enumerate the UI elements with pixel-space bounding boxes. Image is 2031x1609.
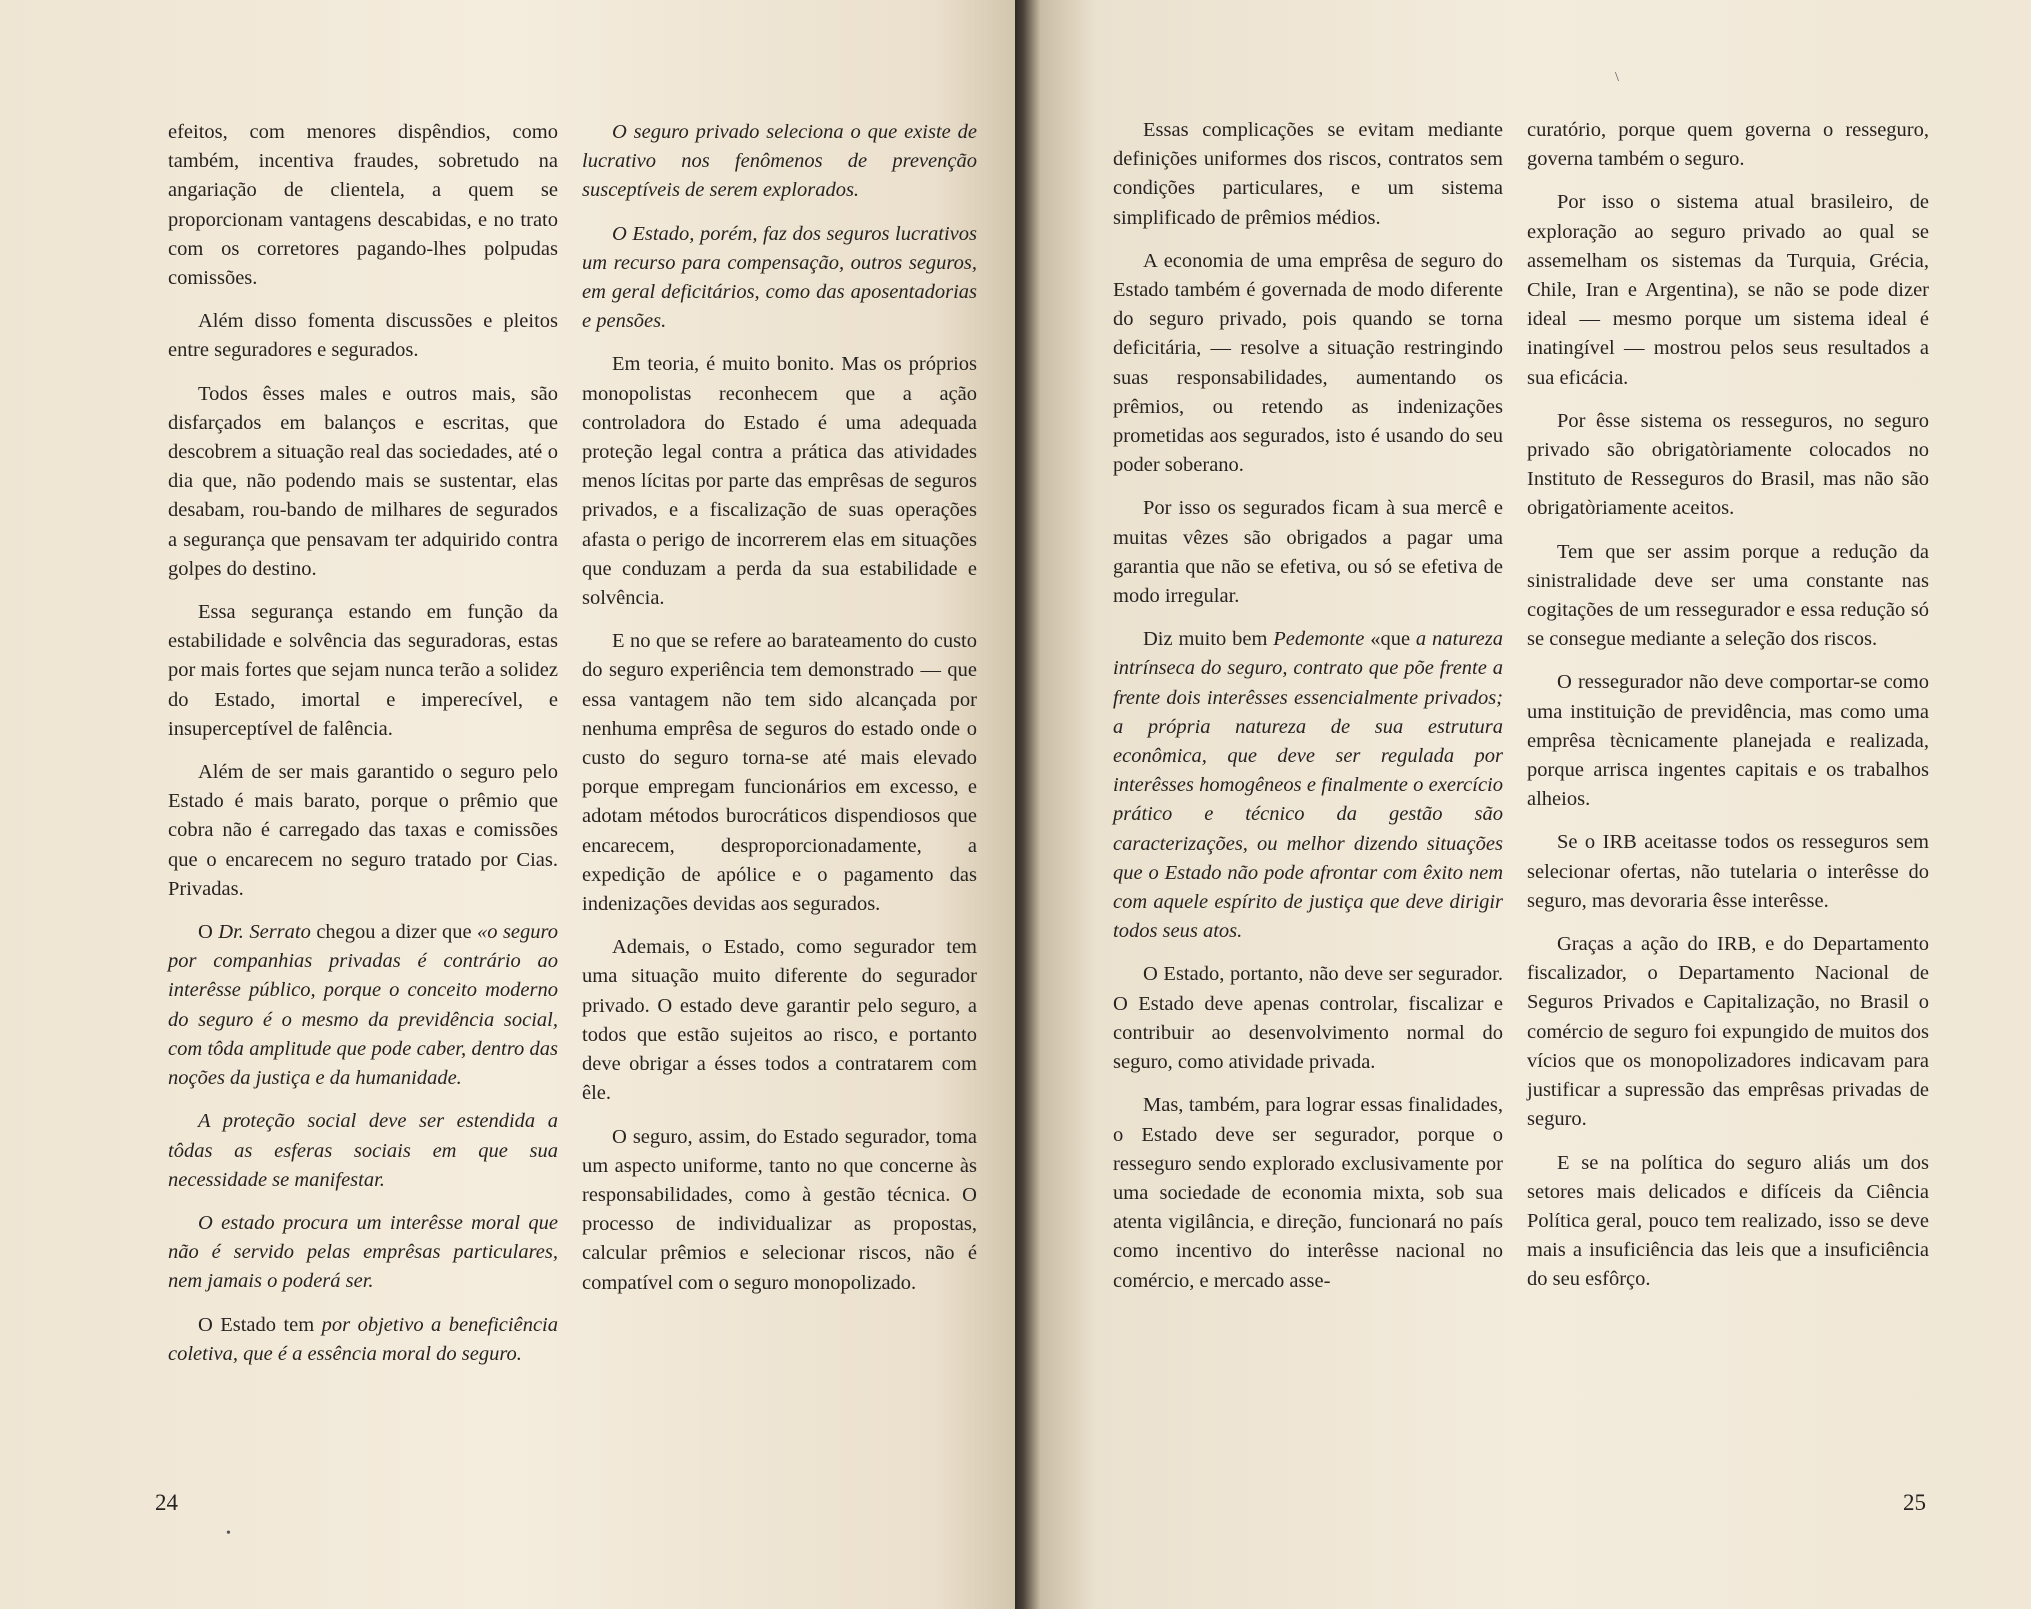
ink-mark: \ <box>1615 70 1619 85</box>
page-number-left: 24 <box>155 1490 178 1515</box>
column-1 <box>168 118 558 1383</box>
paragraph: Todos êsses males e outros mais, são disfarçados em balanços e escritas, que descobrem a situação real das sociedades, até o dia que, não podendo mais se sustentar, elas desabam, rou-bando de milhares de segurados a segurança que pensavam ter adquirido contra golpes do destino. <box>168 382 558 580</box>
paragraph: Por isso os segurados ficam à sua mercê e muitas vêzes são obrigados a pagar uma garantia que não se efetiva, ou só se efetiva de modo irregular. <box>1113 497 1503 608</box>
paragraph: Essa segurança estando em função da estabilidade e solvência das seguradoras, estas por mais fortes que sejam nunca terão a solidez do Estado, imortal e imperecível, e insuperceptível de falência. <box>168 601 558 740</box>
paragraph: O Estado tem por objetivo a beneficiência coletiva, que é a essência moral do seguro. <box>168 1313 558 1365</box>
paragraph: E se na política do seguro aliás um dos setores mais delicados e difíceis da Ciência Política geral, pouco tem realizado, isso se deve mais a insuficiência das leis que a insuficiência do seu esfôrço. <box>1527 1151 1929 1291</box>
paragraph: E no que se refere ao barateamento do custo do seguro experiência tem demonstrado — que essa vantagem não tem sido alcançada por nenhuma emprêsa de seguros do estado onde o custo do seguro torna-se até mais elevado porque empregam funcionários em excesso, e adotam métodos burocráticos dispendiosos que encarecem, desproporcionadamente, a expedição de apólice e o pagamento das indenizações devidas aos segurados. <box>582 630 977 916</box>
column-2 <box>582 118 977 1312</box>
paragraph: O ressegurador não deve comportar-se como uma instituição de previdência, mas como uma emprêsa tècnicamente planejada e realizada, porque arrisca ingentes capitais e os trabalhos alheios. <box>1527 671 1929 811</box>
paragraph: A economia de uma emprêsa de seguro do Estado também é governada de modo diferente do seguro privado, pois quando se torna deficitária, — resolve a situação restringindo suas responsabilidades, aumentando os prêmios, ou retendo as indenizações prometidas aos segurados, isto é usando do seu poder soberano. <box>1113 249 1503 477</box>
paragraph: O Estado, porém, faz dos seguros lucrativos um recurso para compensação, outros seguros, em geral deficitários, como das aposentadorias e pensões. <box>582 222 977 333</box>
column-4 <box>1527 116 1929 1309</box>
paragraph: efeitos, com menores dispêndios, como também, incentiva fraudes, sobretudo na angariação de clientela, a quem se proporcionam vantagens descabidas, e no trato com os corretores pagando-lhes polpudas comissões. <box>168 121 558 290</box>
paragraph: O estado procura um interêsse moral que não é servido pelas emprêsas particulares, nem jamais o poderá ser. <box>168 1211 558 1293</box>
paragraph: A proteção social deve ser estendida a tôdas as esferas sociais em que sua necessidade se manifestar. <box>168 1110 558 1191</box>
paragraph: Ademais, o Estado, como segurador tem uma situação muito diferente do segurador privado. O estado deve garantir pelo seguro, a todos que estão sujeitos ao risco, e portanto deve obrigar a ésses todos a contratarem com êle. <box>582 936 977 1105</box>
paragraph: O Dr. Serrato chegou a dizer que «o seguro por companhias privadas é contrário ao interêsse público, porque o conceito moderno do seguro é o mesmo da previdência social, com tôda amplitude que pode caber, dentro das noções da justiça e da humanidade. <box>168 921 558 1090</box>
paragraph: Essas complicações se evitam mediante definições uniformes dos riscos, contratos sem condições particulares, e um sistema simplificado de prêmios médios. <box>1113 119 1503 229</box>
column-3 <box>1113 116 1503 1310</box>
paragraph: O seguro, assim, do Estado segurador, toma um aspecto uniforme, tanto no que concerne às responsabilidades, como à gestão técnica. O processo de individualizar as propostas, calcular prêmios e selecionar riscos, não é compatível com o seguro monopolizado. <box>582 1125 977 1294</box>
paragraph: O Estado, portanto, não deve ser segurador. O Estado deve apenas controlar, fiscalizar e contribuir ao desenvolvimento normal do seguro, como atividade privada. <box>1113 963 1503 1074</box>
page-number-right: 25 <box>1903 1490 1926 1515</box>
left-page <box>0 0 1015 1609</box>
paragraph: Se o IRB aceitasse todos os resseguros sem selecionar ofertas, não tutelaria o interêsse do seguro, mas devoraria êsse interêsse. <box>1527 831 1929 912</box>
paragraph: Diz muito bem Pedemonte «que a natureza intrínseca do seguro, contrato que põe frente a frente dois interêsses essencialmente privados; a própria natureza de sua estrutura econômica, que deve ser regulada por interêsses homogêneos e finalmente o exercício prático e técnico da gestão são caracterizações, ou melhor dizendo situações que o Estado não pode afrontar com êxito nem com aquele espírito de justiça que deve dirigir todos seus atos. <box>1113 628 1503 943</box>
paragraph: O seguro privado seleciona o que existe de lucrativo nos fenômenos de prevenção susceptíveis de serem explorados. <box>582 121 977 202</box>
right-page <box>1015 0 2031 1609</box>
paragraph: Graças a ação do IRB, e do Departamento fiscalizador, o Departamento Nacional de Seguros Privados e Capitalização, no Brasil o comércio de seguro foi expungido de muitos dos vícios que os monopolizadores indicavam para justificar a supressão das emprêsas privadas de seguro. <box>1527 933 1929 1131</box>
paragraph: Por isso o sistema atual brasileiro, de exploração ao seguro privado ao qual se assemelham os sistemas da Turquia, Grécia, Chile, Iran e Argentina), se não se pode dizer ideal — mesmo porque um sistema ideal é inatingível — mostrou pelos seus resultados a sua eficácia. <box>1527 191 1929 389</box>
ink-speck: • <box>226 1526 231 1541</box>
paragraph: Tem que ser assim porque a redução da sinistralidade deve ser uma constante nas cogitações de um ressegurador e essa redução só se consegue mediante a seleção dos riscos. <box>1527 540 1929 651</box>
paragraph: Por êsse sistema os resseguros, no seguro privado são obrigatòriamente colocados no Instituto de Resseguros do Brasil, mas não são obrigatòriamente aceitos. <box>1527 409 1929 520</box>
paragraph: curatório, porque quem governa o resseguro, governa também o seguro. <box>1527 119 1929 171</box>
paragraph: Mas, também, para lograr essas finalidades, o Estado deve ser segurador, porque o resseguro sendo explorado exclusivamente por uma sociedade de economia mixta, sob sua atenta vigilância, e direção, funcionará no país como incentivo do interêsse nacional no comércio, e mercado asse- <box>1113 1094 1503 1292</box>
paragraph: Em teoria, é muito bonito. Mas os próprios monopolistas reconhecem que a ação controladora do Estado é uma adequada proteção legal contra a prática das atividades menos lícitas por parte das emprêsas de seguros privados, e a fiscalização de suas operações afasta o perigo de incorrerem elas em situações que conduzam a perda da sua estabilidade e solvência. <box>582 353 977 610</box>
paragraph: Além disso fomenta discussões e pleitos entre seguradores e segurados. <box>168 310 558 362</box>
paragraph: Além de ser mais garantido o seguro pelo Estado é mais barato, porque o prêmio que cobra não é carregado das taxas e comissões que o encarecem no seguro tratado por Cias. Privadas. <box>168 761 558 900</box>
